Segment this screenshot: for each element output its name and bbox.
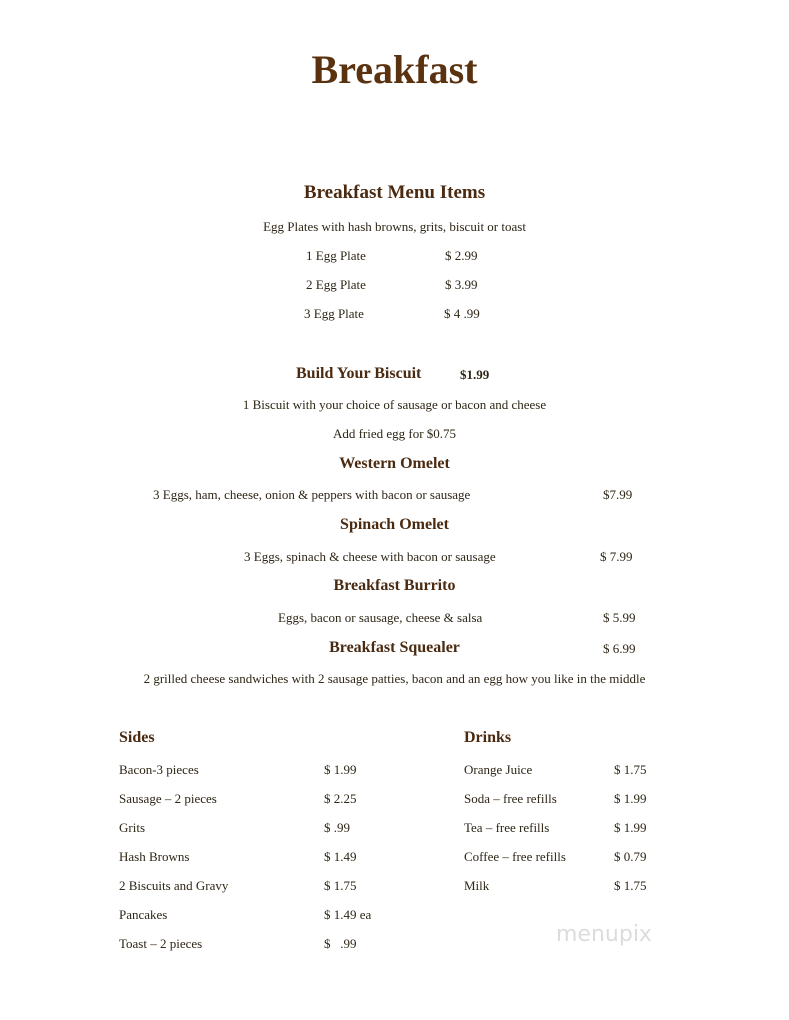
side-item-price: $ .99 [324,936,357,951]
drink-item-price: $ 1.75 [614,878,647,893]
side-item-name: Grits [119,820,145,835]
western-omelet-price: $7.99 [603,487,633,502]
drink-item-name: Tea – free refills [464,820,550,835]
side-item-name: Sausage – 2 pieces [119,791,217,806]
side-item-price: $ 1.49 [324,849,357,864]
side-item-name: Hash Browns [119,849,190,864]
breakfast-burrito-price: $ 5.99 [603,610,636,625]
drink-item-name: Orange Juice [464,762,533,777]
side-item-name: Bacon-3 pieces [119,762,199,777]
drink-item-price: $ 0.79 [614,849,647,864]
side-item-price: $ 2.25 [324,791,357,806]
breakfast-burrito-name: Breakfast Burrito [333,577,456,594]
page-title: Breakfast [311,47,478,92]
egg-plate-name: 3 Egg Plate [304,306,364,321]
egg-plate-price: $ 4 .99 [444,306,480,321]
drink-item-name: Milk [464,878,490,893]
drinks-heading: Drinks [464,729,512,746]
egg-plate-price: $ 2.99 [445,248,478,263]
biscuit-name: Build Your Biscuit [296,365,422,382]
western-omelet-name: Western Omelet [339,455,450,472]
spinach-omelet-name: Spinach Omelet [340,516,449,533]
spinach-omelet-description: 3 Eggs, spinach & cheese with bacon or sausage [244,549,496,564]
egg-plates-description: Egg Plates with hash browns, grits, biscuit or toast [263,219,526,234]
menu-heading: Breakfast Menu Items [303,182,486,203]
breakfast-squealer-price: $ 6.99 [603,641,636,656]
side-item-name: Toast – 2 pieces [119,936,203,951]
egg-plate-name: 1 Egg Plate [306,248,366,263]
biscuit-addon: Add fried egg for $0.75 [332,426,457,441]
drink-item-name: Soda – free refills [464,791,557,806]
biscuit-price: $1.99 [460,367,490,382]
breakfast-squealer-name: Breakfast Squealer [329,639,460,656]
drink-item-price: $ 1.99 [614,820,647,835]
side-item-name: 2 Biscuits and Gravy [119,878,229,893]
side-item-price: $ 1.99 [324,762,357,777]
drink-item-name: Coffee – free refills [464,849,566,864]
breakfast-burrito-description: Eggs, bacon or sausage, cheese & salsa [278,610,483,625]
side-item-name: Pancakes [119,907,168,922]
spinach-omelet-price: $ 7.99 [600,549,633,564]
sides-heading: Sides [119,729,155,746]
drink-item-price: $ 1.75 [614,762,647,777]
western-omelet-description: 3 Eggs, ham, cheese, onion & peppers with bacon or sausage [153,487,471,502]
watermark: menupix [556,922,652,947]
side-item-price: $ .99 [324,820,350,835]
breakfast-squealer-description: 2 grilled cheese sandwiches with 2 sausage patties, bacon and an egg how you like in the middle [143,671,646,686]
egg-plate-name: 2 Egg Plate [306,277,366,292]
drink-item-price: $ 1.99 [614,791,647,806]
side-item-price: $ 1.49 ea [324,907,372,922]
side-item-price: $ 1.75 [324,878,357,893]
biscuit-description: 1 Biscuit with your choice of sausage or bacon and cheese [242,397,547,412]
egg-plate-price: $ 3.99 [445,277,478,292]
